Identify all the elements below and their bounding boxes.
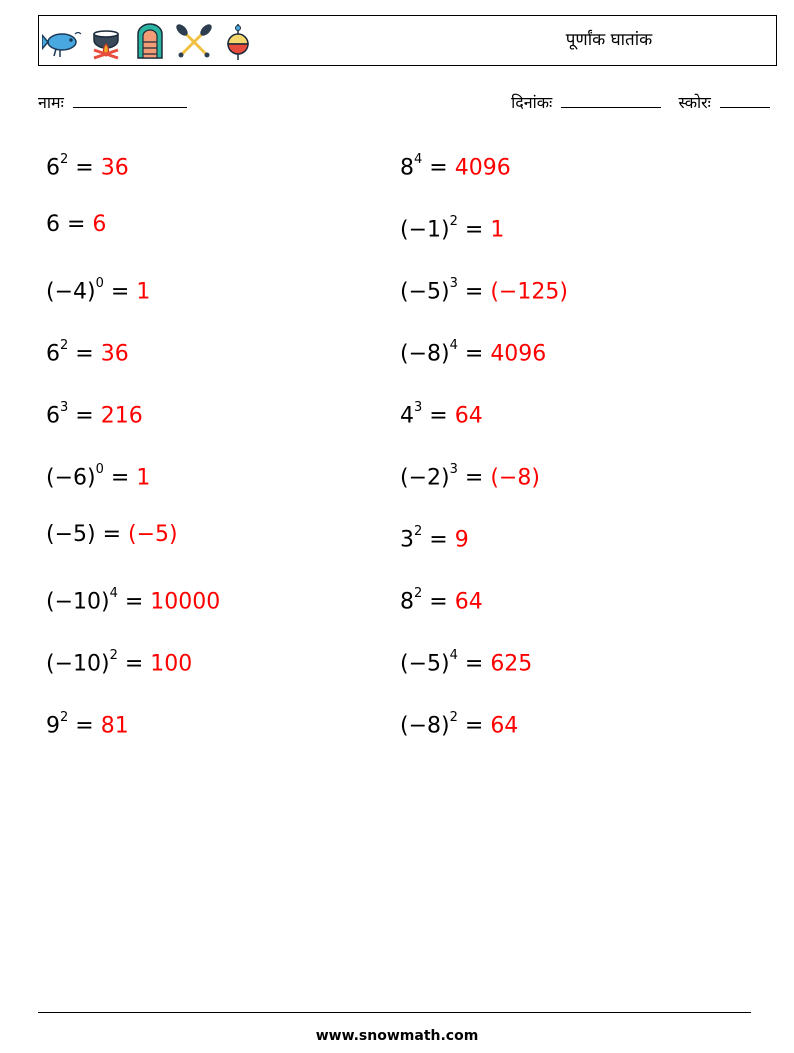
equals-sign: =	[60, 212, 93, 237]
problem-base: (−1)	[400, 217, 450, 243]
name-field	[38, 92, 187, 114]
problem-answer: 64	[490, 713, 519, 739]
problem-base: 3	[400, 527, 414, 553]
problem-item	[46, 520, 178, 550]
problem-base: (−2)	[400, 465, 450, 491]
equals-sign: =	[68, 713, 101, 739]
problem-base: 9	[46, 713, 60, 739]
problem-exponent: 2	[109, 648, 118, 663]
problem-answer: (−125)	[490, 279, 568, 305]
problem-item	[46, 334, 129, 369]
equals-sign: =	[422, 403, 455, 429]
problem-answer: 10000	[150, 589, 221, 615]
problem-answer: 1	[490, 217, 505, 243]
problem-item	[46, 582, 220, 617]
problem-answer: 9	[454, 527, 469, 553]
problem-exponent: 3	[414, 400, 423, 415]
footer-divider	[38, 1012, 751, 1013]
equals-sign: =	[422, 589, 455, 615]
problem-base: (−8)	[400, 713, 450, 739]
problem-exponent: 2	[414, 524, 423, 539]
header-icons	[42, 20, 258, 64]
problem-item	[46, 210, 106, 240]
problem-item	[400, 520, 469, 555]
problem-answer: 36	[100, 341, 129, 367]
date-blank[interactable]	[561, 93, 661, 108]
problem-item	[400, 272, 568, 307]
score-blank[interactable]	[720, 93, 770, 108]
equals-sign: =	[68, 403, 101, 429]
name-label: नामः	[38, 93, 64, 112]
problem-answer: 36	[100, 155, 129, 181]
problem-item	[400, 458, 540, 493]
equals-sign: =	[457, 341, 491, 367]
problem-item	[46, 458, 150, 493]
problem-item	[400, 210, 504, 245]
equals-sign: =	[95, 522, 129, 547]
problem-exponent: 2	[60, 710, 69, 725]
problem-answer: (−5)	[128, 522, 178, 547]
worksheet-title: पूर्णांक घातांक	[565, 30, 653, 50]
problem-item	[400, 334, 546, 369]
fishing-bobber-icon	[218, 22, 258, 62]
problem-base: (−10)	[46, 651, 110, 677]
equals-sign: =	[457, 465, 491, 491]
equals-sign: =	[103, 279, 137, 305]
date-score-field	[511, 92, 770, 114]
problem-base: (−8)	[400, 341, 450, 367]
problem-base: 6	[46, 212, 60, 237]
problem-exponent: 0	[95, 462, 104, 477]
inflatable-boat-icon	[130, 22, 170, 62]
fish-icon	[42, 22, 82, 62]
problem-base: (−5)	[46, 522, 96, 547]
problem-answer: 64	[454, 589, 483, 615]
equals-sign: =	[457, 279, 491, 305]
problem-exponent: 4	[449, 338, 458, 353]
equals-sign: =	[457, 651, 491, 677]
problem-item	[46, 396, 143, 431]
problem-item	[46, 148, 129, 183]
problem-exponent: 4	[109, 586, 118, 601]
footer-url: www.snowmath.com	[315, 1028, 479, 1044]
worksheet-header	[38, 15, 777, 66]
equals-sign: =	[422, 527, 455, 553]
problem-item	[400, 644, 532, 679]
problem-base: 6	[46, 341, 60, 367]
problem-base: 8	[400, 155, 414, 181]
problem-exponent: 3	[449, 276, 458, 291]
problem-base: (−5)	[400, 279, 450, 305]
problem-answer: 4096	[454, 155, 511, 181]
equals-sign: =	[422, 155, 455, 181]
equals-sign: =	[68, 341, 101, 367]
equals-sign: =	[457, 217, 491, 243]
problem-exponent: 2	[449, 214, 458, 229]
problem-item	[46, 272, 150, 307]
date-label: दिनांकः	[511, 93, 553, 112]
equals-sign: =	[103, 465, 137, 491]
problem-exponent: 2	[449, 710, 458, 725]
problem-item	[46, 644, 192, 679]
problem-answer: 4096	[490, 341, 547, 367]
problem-answer: (−8)	[490, 465, 540, 491]
problem-answer: 1	[136, 465, 151, 491]
score-label: स्कोरः	[678, 93, 711, 112]
problem-exponent: 2	[60, 338, 69, 353]
campfire-pot-icon	[86, 22, 126, 62]
equals-sign: =	[117, 651, 151, 677]
problem-item	[400, 706, 518, 741]
problem-answer: 216	[100, 403, 143, 429]
problem-base: 4	[400, 403, 414, 429]
problem-item	[400, 582, 483, 617]
problem-answer: 64	[454, 403, 483, 429]
problem-exponent: 2	[60, 152, 69, 167]
problem-item	[400, 396, 483, 431]
problem-item	[400, 148, 511, 183]
problem-base: (−4)	[46, 279, 96, 305]
problem-base: 6	[46, 403, 60, 429]
equals-sign: =	[457, 713, 491, 739]
problem-answer: 625	[490, 651, 533, 677]
problem-base: 8	[400, 589, 414, 615]
problem-exponent: 0	[95, 276, 104, 291]
crossed-paddles-icon	[174, 22, 214, 62]
name-blank[interactable]	[73, 93, 187, 108]
problem-base: (−10)	[46, 589, 110, 615]
equals-sign: =	[117, 589, 151, 615]
problem-base: (−6)	[46, 465, 96, 491]
problem-exponent: 4	[449, 648, 458, 663]
problem-exponent: 4	[414, 152, 423, 167]
equals-sign: =	[68, 155, 101, 181]
problem-base: (−5)	[400, 651, 450, 677]
problem-answer: 1	[136, 279, 151, 305]
problem-answer: 81	[100, 713, 129, 739]
problem-exponent: 3	[60, 400, 69, 415]
problem-exponent: 2	[414, 586, 423, 601]
problem-answer: 6	[92, 212, 107, 237]
problem-exponent: 3	[449, 462, 458, 477]
problem-item	[46, 706, 129, 741]
problem-base: 6	[46, 155, 60, 181]
problem-answer: 100	[150, 651, 193, 677]
